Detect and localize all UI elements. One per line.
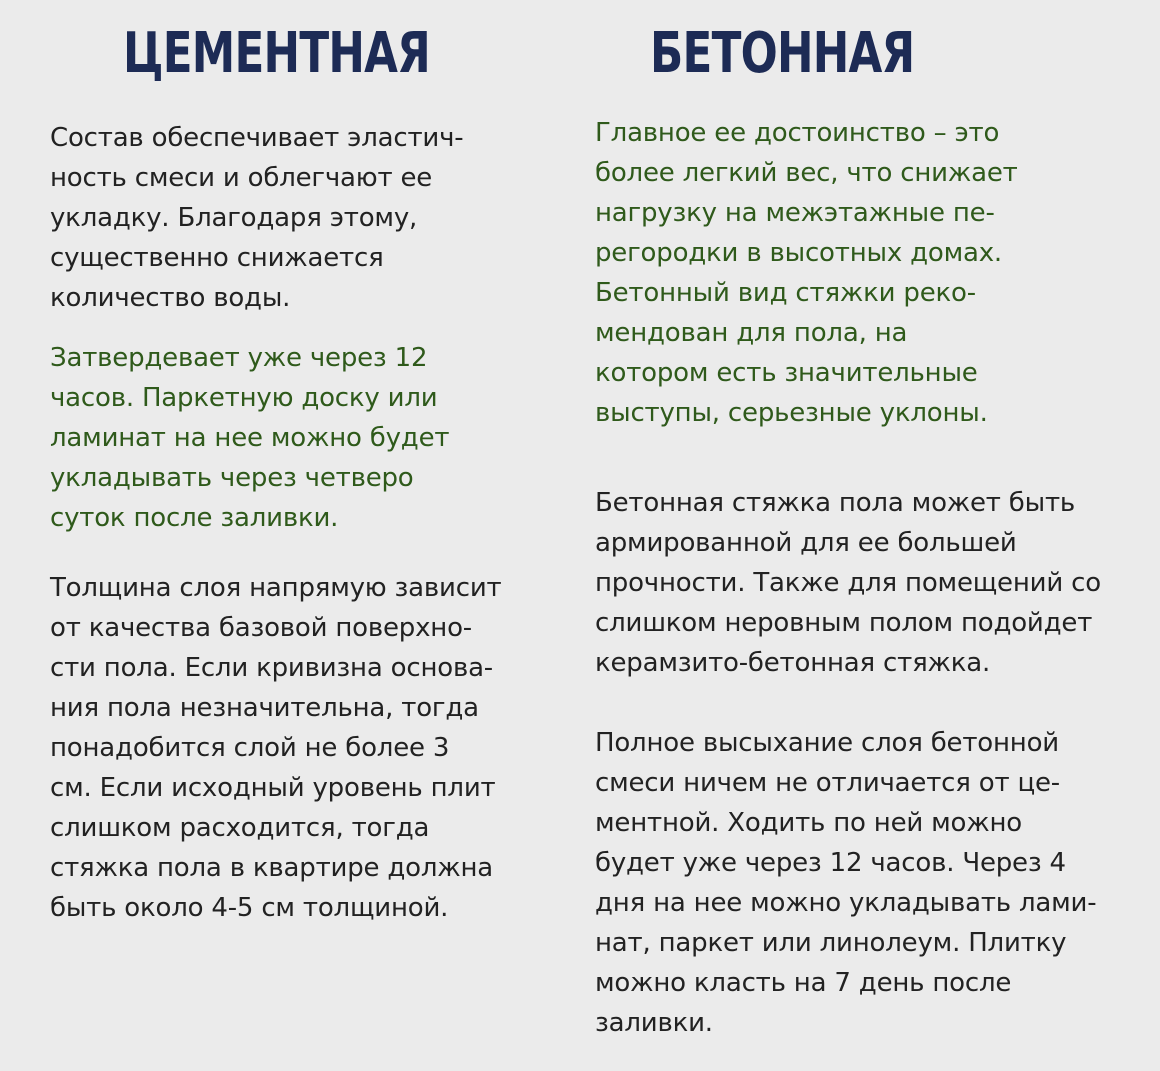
concrete-paragraph-advantage: Главное ее достоинство – это более легкий вес, что снижает нагрузку на межэтажные пе- регородки в высотных домах. Бетонный вид стяжки реко- мендован для пола, на котором есть значительные выступы, серьезные уклоны.: [595, 118, 1018, 428]
concrete-paragraph-reinforcement: Бетонная стяжка пола может быть армированной для ее большей прочности. Также для помещений со слишком неровным полом подойдет керамзито-бетонная стяжка.: [595, 488, 1101, 678]
cement-paragraph-hardening: Затвердевает уже через 12 часов. Паркетную доску или ламинат на нее можно будет укладывать через четверо суток после заливки.: [50, 343, 450, 533]
cement-paragraph-composition: Состав обеспечивает эластич- ность смеси и облегчают ее укладку. Благодаря этому, существенно снижается количество воды.: [50, 123, 464, 313]
cement-paragraph-thickness: Толщина слоя напрямую зависит от качества базовой поверхно- сти пола. Если кривизна основа- ния пола незначительна, тогда понадобится слой не более 3 см. Если исходный уровень плит слишком расходится, тогда стяжка пола в квартире должна быть около 4-5 см толщиной.: [50, 573, 502, 923]
concrete-paragraph-drying: Полное высыхание слоя бетонной смеси ничем не отличается от це- ментной. Ходить по ней можно будет уже через 12 часов. Через 4 дня на нее можно укладывать лами- нат, паркет или линолеум. Плитку можно класть на 7 день после заливки.: [595, 728, 1097, 1038]
cement-heading: ЦЕМЕНТНАЯ: [123, 21, 431, 86]
concrete-heading: БЕТОННАЯ: [650, 21, 915, 86]
